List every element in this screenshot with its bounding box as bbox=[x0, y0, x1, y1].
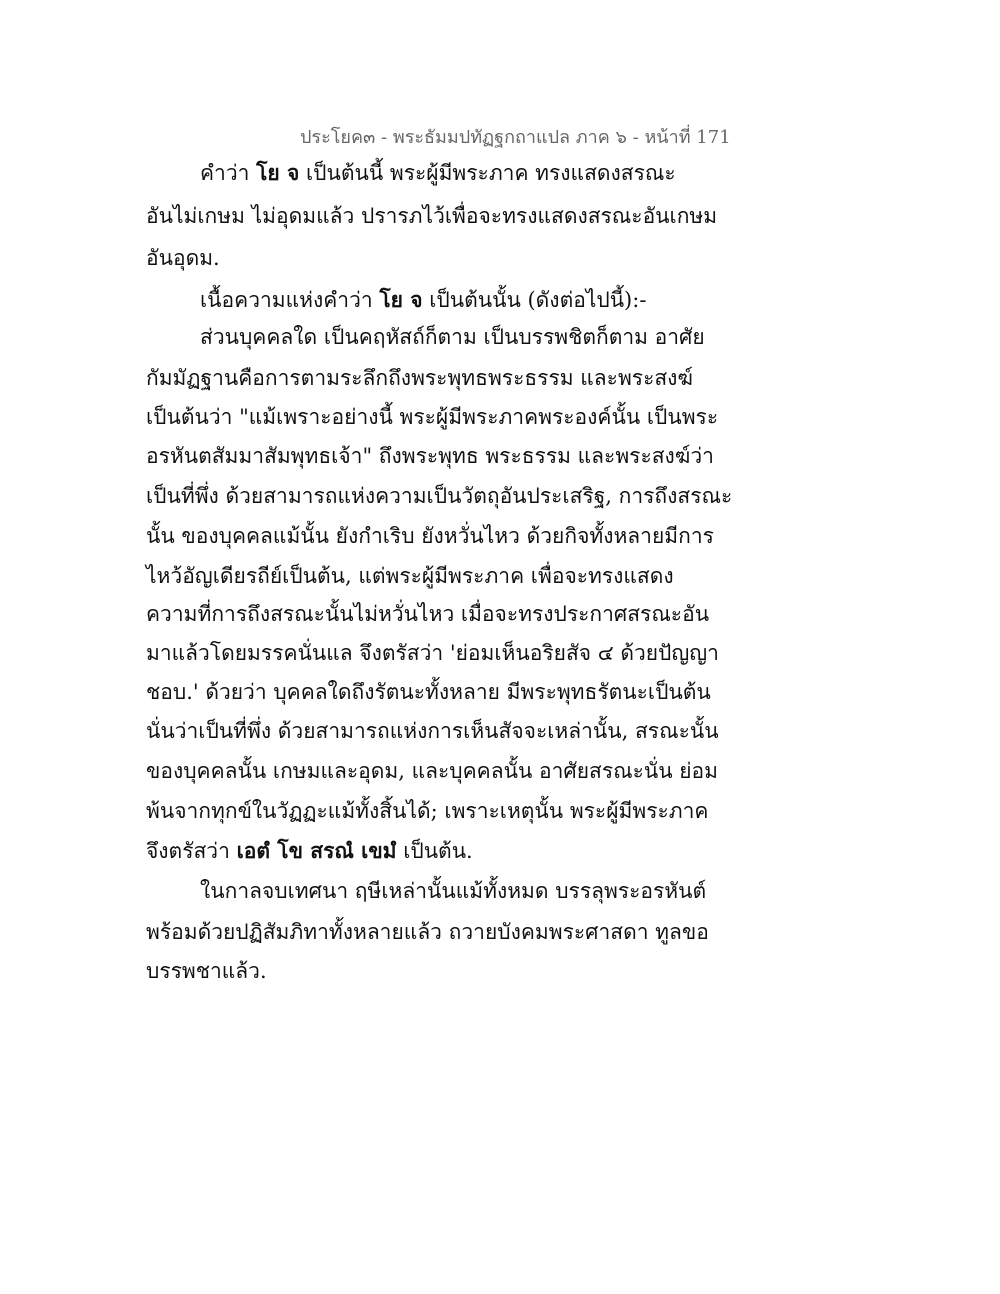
bold-term: โย จ bbox=[256, 160, 300, 185]
bold-term: โย จ bbox=[379, 287, 423, 312]
text-line: ส่วนบุคคลใด เป็นคฤหัสถ์ก็ตาม เป็นบรรพชิตก็ตาม อาศัย bbox=[200, 325, 705, 349]
text-line: นั่นว่าเป็นที่พึ่ง ด้วยสามารถแห่งการเห็นสัจจะเหล่านั้น, สรณะนั้น bbox=[146, 719, 719, 743]
text-line: มาแล้วโดยมรรคนั่นแล จึงตรัสว่า 'ย่อมเห็นอริยสัจ ๔ ด้วยปัญญา bbox=[146, 641, 719, 665]
text-line: เป็นต้นว่า "แม้เพราะอย่างนี้ พระผู้มีพระภาคพระองค์นั้น เป็นพระ bbox=[146, 405, 719, 429]
text-line: พร้อมด้วยปฏิสัมภิทาทั้งหลายแล้ว ถวายบังคมพระศาสดา ทูลขอ bbox=[146, 920, 709, 944]
text-line: นั้น ของบุคคลแม้นั้น ยังกำเริบ ยังหวั่นไหว ด้วยกิจทั้งหลายมีการ bbox=[146, 524, 714, 548]
text-line: ของบุคคลนั้น เกษมและอุดม, และบุคคลนั้น อาศัยสรณะนั่น ย่อม bbox=[146, 759, 719, 783]
bold-term: เอตํ โข สรณํ เขมํ bbox=[236, 838, 397, 863]
text-line: บรรพชาแล้ว. bbox=[146, 959, 267, 983]
text-line: ความที่การถึงสรณะนั้นไม่หวั่นไหว เมื่อจะทรงประกาศสรณะอัน bbox=[146, 602, 710, 626]
text-line: เป็นที่พึ่ง ด้วยสามารถแห่งความเป็นวัตถุอันประเสริฐ, การถึงสรณะ bbox=[146, 484, 733, 508]
text-line: อรหันตสัมมาสัมพุทธเจ้า" ถึงพระพุทธ พระธรรม และพระสงฆ์ว่า bbox=[146, 444, 714, 468]
text-line: อันไม่เกษม ไม่อุดมแล้ว ปรารภไว้เพื่อจะทรงแสดงสรณะอันเกษม bbox=[146, 204, 718, 228]
page-header: ประโยค๓ - พระธัมมปทัฏฐกถาแปล ภาค ๖ - หน้าที่ 171 bbox=[300, 127, 731, 148]
text-line: ไหว้อัญเดียรถีย์เป็นต้น, แต่พระผู้มีพระภาค เพื่อจะทรงแสดง bbox=[146, 564, 674, 588]
text-line: ในกาลจบเทศนา ฤษีเหล่านั้นแม้ทั้งหมด บรรลุพระอรหันต์ bbox=[200, 879, 707, 903]
text-line: เนื้อความแห่งคำว่า โย จ เป็นต้นนั้น (ดังต่อไปนี้):- bbox=[200, 287, 647, 312]
text-line: คำว่า โย จ เป็นต้นนี้ พระผู้มีพระภาค ทรงแสดงสรณะ bbox=[200, 160, 676, 185]
text-line: จึงตรัสว่า เอตํ โข สรณํ เขมํ เป็นต้น. bbox=[146, 838, 473, 863]
text-line: กัมมัฏฐานคือการตามระลึกถึงพระพุทธพระธรรม และพระสงฆ์ bbox=[146, 366, 694, 390]
text-line: พ้นจากทุกข์ในวัฏฏะแม้ทั้งสิ้นได้; เพราะเหตุนั้น พระผู้มีพระภาค bbox=[146, 799, 709, 823]
text-line: อันอุดม. bbox=[146, 246, 220, 270]
text-line: ชอบ.' ด้วยว่า บุคคลใดถึงรัตนะทั้งหลาย มีพระพุทธรัตนะเป็นต้น bbox=[146, 680, 711, 704]
